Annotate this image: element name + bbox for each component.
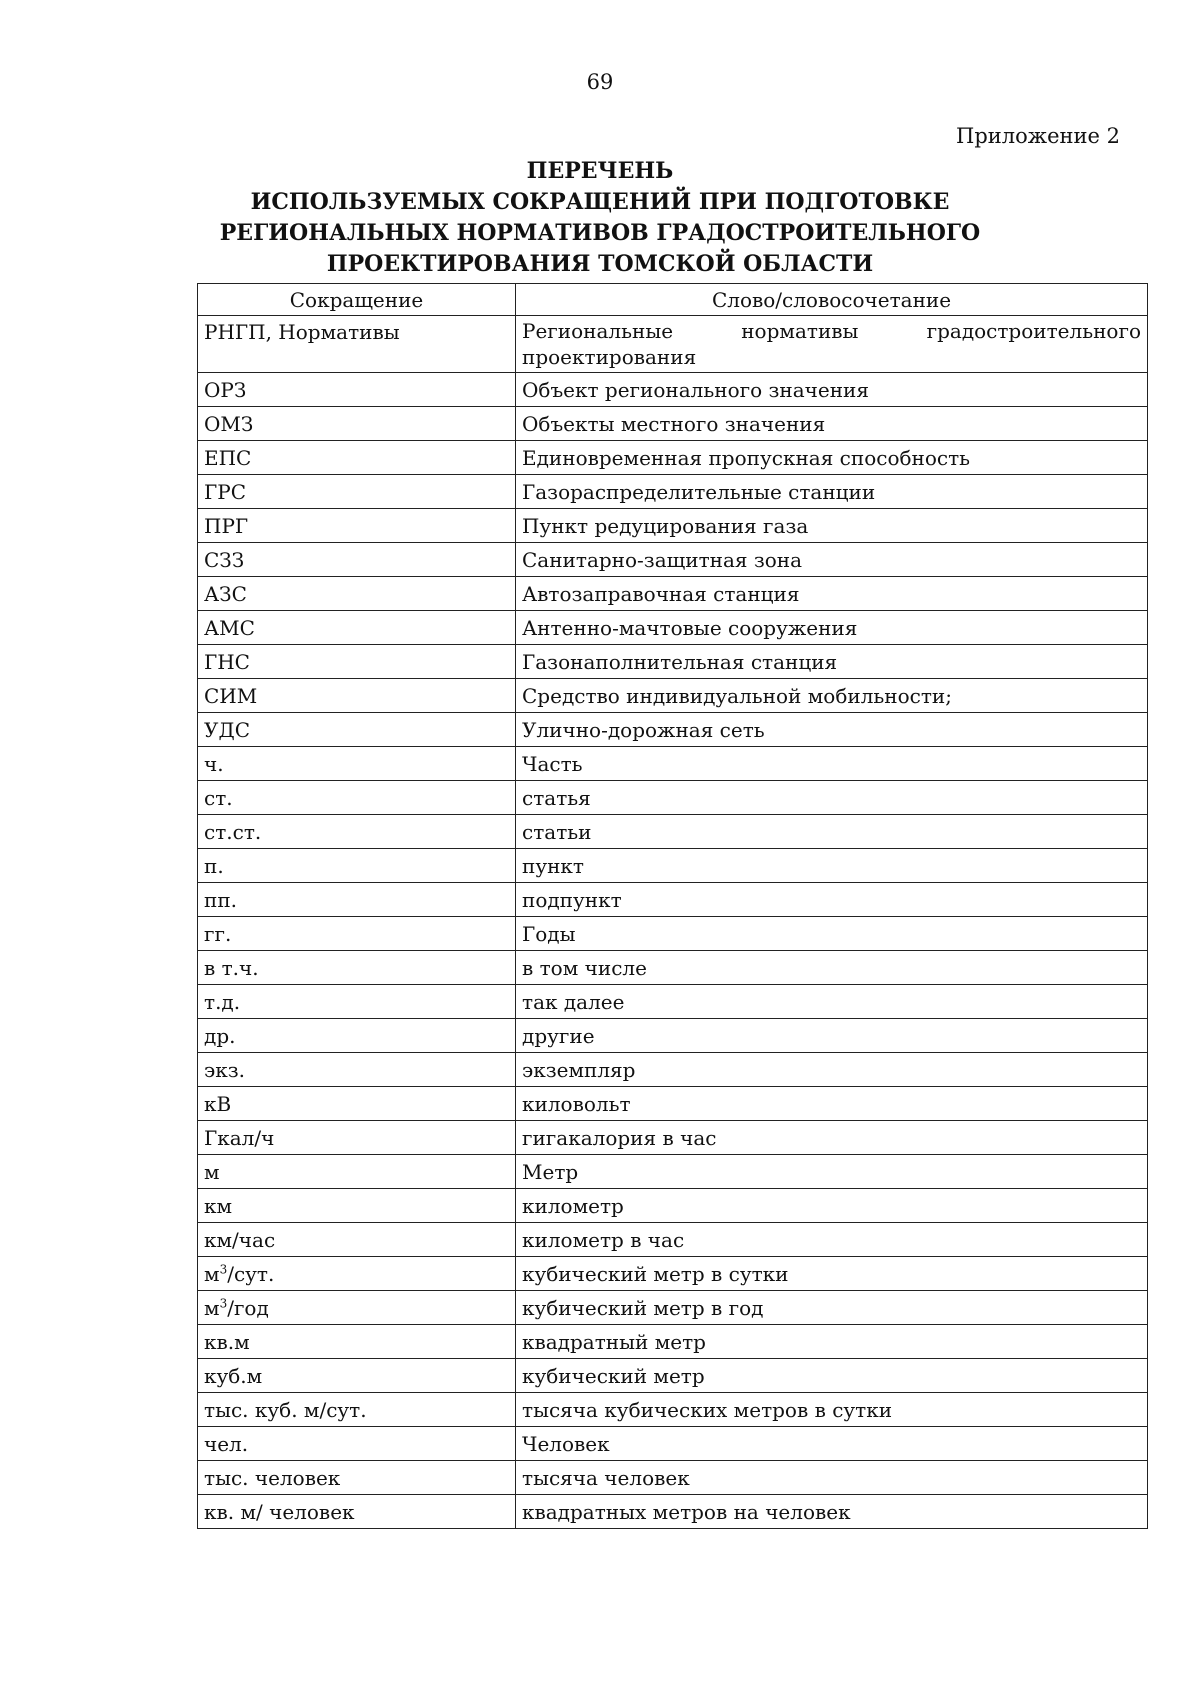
meaning-cell: Единовременная пропускная способность <box>516 441 1148 475</box>
meaning-cell: статья <box>516 781 1148 815</box>
abbreviation-cell: тыс. человек <box>198 1461 516 1495</box>
table-row <box>198 1461 1148 1495</box>
abbreviation-cell <box>198 1257 516 1291</box>
title-line: ИСПОЛЬЗУЕМЫХ СОКРАЩЕНИЙ ПРИ ПОДГОТОВКЕ <box>250 189 950 215</box>
header-abbreviation: Сокращение <box>198 284 516 316</box>
abbreviation-rest: /год <box>227 1295 269 1320</box>
meaning-cell: Пункт редуцирования газа <box>516 509 1148 543</box>
abbreviation-cell: ЕПС <box>198 441 516 475</box>
table-row <box>198 611 1148 645</box>
title-line: ПЕРЕЧЕНЬ <box>526 158 674 184</box>
abbreviation-cell: ч. <box>198 747 516 781</box>
abbreviation-cell: РНГП, Нормативы <box>198 316 516 373</box>
page-number: 69 <box>586 70 614 94</box>
abbreviation-base: м <box>204 1261 220 1286</box>
meaning-cell: тысяча кубических метров в сутки <box>516 1393 1148 1427</box>
abbreviation-cell <box>198 1291 516 1325</box>
table-row <box>198 883 1148 917</box>
abbreviation-superscript: 3 <box>219 1295 228 1310</box>
abbreviation-cell: ОРЗ <box>198 373 516 407</box>
table-row <box>198 747 1148 781</box>
meaning-cell: так далее <box>516 985 1148 1019</box>
abbreviation-cell: др. <box>198 1019 516 1053</box>
table-row <box>198 1495 1148 1529</box>
meaning-cell: Объект регионального значения <box>516 373 1148 407</box>
meaning-cell: подпункт <box>516 883 1148 917</box>
table-body <box>198 316 1148 1529</box>
abbreviation-cell: ГРС <box>198 475 516 509</box>
table-row <box>198 951 1148 985</box>
abbreviation-cell: п. <box>198 849 516 883</box>
table-row <box>198 407 1148 441</box>
meaning-cell: кубический метр в год <box>516 1291 1148 1325</box>
meaning-cell: Средство индивидуальной мобильности; <box>516 679 1148 713</box>
title-line: РЕГИОНАЛЬНЫХ НОРМАТИВОВ ГРАДОСТРОИТЕЛЬНОГО <box>219 220 981 246</box>
meaning-cell: пункт <box>516 849 1148 883</box>
abbreviation-cell: тыс. куб. м/сут. <box>198 1393 516 1427</box>
abbreviation-cell: АЗС <box>198 577 516 611</box>
abbreviation-cell: ст.ст. <box>198 815 516 849</box>
abbreviation-cell: куб.м <box>198 1359 516 1393</box>
table-row <box>198 781 1148 815</box>
meaning-cell: кубический метр в сутки <box>516 1257 1148 1291</box>
table-row <box>198 543 1148 577</box>
meaning-cell: тысяча человек <box>516 1461 1148 1495</box>
table-row <box>198 1393 1148 1427</box>
table-row <box>198 1223 1148 1257</box>
meaning-cell: экземпляр <box>516 1053 1148 1087</box>
meaning-cell: километр в час <box>516 1223 1148 1257</box>
table-row <box>198 849 1148 883</box>
meaning-cell: Объекты местного значения <box>516 407 1148 441</box>
table-row <box>198 1257 1148 1291</box>
meaning-cell: кубический метр <box>516 1359 1148 1393</box>
document-title <box>0 156 1200 280</box>
table-header-row <box>198 284 1148 316</box>
abbreviation-cell: ОМЗ <box>198 407 516 441</box>
table-row <box>198 1325 1148 1359</box>
table-row <box>198 1427 1148 1461</box>
abbreviation-cell: АМС <box>198 611 516 645</box>
abbreviation-cell: пп. <box>198 883 516 917</box>
meaning-cell: Газораспределительные станции <box>516 475 1148 509</box>
abbreviation-cell: экз. <box>198 1053 516 1087</box>
meaning-cell: статьи <box>516 815 1148 849</box>
table-row <box>198 316 1148 373</box>
abbreviation-superscript: 3 <box>219 1261 228 1276</box>
header-meaning: Слово/словосочетание <box>516 284 1148 316</box>
meaning-cell: Улично-дорожная сеть <box>516 713 1148 747</box>
abbreviation-cell: км <box>198 1189 516 1223</box>
table-row <box>198 373 1148 407</box>
abbreviation-cell: км/час <box>198 1223 516 1257</box>
abbreviation-cell: СИМ <box>198 679 516 713</box>
meaning-cell: гигакалория в час <box>516 1121 1148 1155</box>
meaning-cell: Годы <box>516 917 1148 951</box>
meaning-cell: километр <box>516 1189 1148 1223</box>
table-row <box>198 985 1148 1019</box>
abbreviation-cell: кВ <box>198 1087 516 1121</box>
meaning-cell: другие <box>516 1019 1148 1053</box>
table-row <box>198 1359 1148 1393</box>
abbreviation-cell: гг. <box>198 917 516 951</box>
meaning-cell: киловольт <box>516 1087 1148 1121</box>
table-row <box>198 1291 1148 1325</box>
abbreviation-cell: ПРГ <box>198 509 516 543</box>
abbreviation-cell: кв.м <box>198 1325 516 1359</box>
table-row <box>198 815 1148 849</box>
abbreviation-cell: кв. м/ человек <box>198 1495 516 1529</box>
meaning-cell: Антенно-мачтовые сооружения <box>516 611 1148 645</box>
abbreviation-cell: м <box>198 1155 516 1189</box>
table-row <box>198 645 1148 679</box>
table-row <box>198 475 1148 509</box>
table-row <box>198 713 1148 747</box>
meaning-cell: Региональные нормативы градостроительного проектирования <box>516 316 1148 373</box>
appendix-label: Приложение 2 <box>956 124 1120 148</box>
meaning-cell: Часть <box>516 747 1148 781</box>
abbreviation-cell: ГНС <box>198 645 516 679</box>
table-row <box>198 1189 1148 1223</box>
meaning-cell: квадратный метр <box>516 1325 1148 1359</box>
meaning-cell: квадратных метров на человек <box>516 1495 1148 1529</box>
table-row <box>198 679 1148 713</box>
table-row <box>198 1087 1148 1121</box>
abbreviation-cell: в т.ч. <box>198 951 516 985</box>
title-line: ПРОЕКТИРОВАНИЯ ТОМСКОЙ ОБЛАСТИ <box>326 251 874 277</box>
meaning-cell: Газонаполнительная станция <box>516 645 1148 679</box>
table-row <box>198 577 1148 611</box>
abbreviation-base: м <box>204 1295 220 1320</box>
abbreviations-table <box>197 283 1148 1529</box>
meaning-cell: Человек <box>516 1427 1148 1461</box>
abbreviation-cell: Гкал/ч <box>198 1121 516 1155</box>
abbreviation-cell: УДС <box>198 713 516 747</box>
abbreviation-cell: СЗЗ <box>198 543 516 577</box>
table-row <box>198 509 1148 543</box>
table-row <box>198 917 1148 951</box>
meaning-cell: Санитарно-защитная зона <box>516 543 1148 577</box>
abbreviation-cell: ст. <box>198 781 516 815</box>
table-row <box>198 1155 1148 1189</box>
table-row <box>198 441 1148 475</box>
abbreviation-cell: т.д. <box>198 985 516 1019</box>
abbreviation-cell: чел. <box>198 1427 516 1461</box>
meaning-cell: Автозаправочная станция <box>516 577 1148 611</box>
meaning-cell: в том числе <box>516 951 1148 985</box>
table-row <box>198 1053 1148 1087</box>
meaning-cell: Метр <box>516 1155 1148 1189</box>
table-row <box>198 1019 1148 1053</box>
table-row <box>198 1121 1148 1155</box>
abbreviation-rest: /сут. <box>227 1261 275 1286</box>
